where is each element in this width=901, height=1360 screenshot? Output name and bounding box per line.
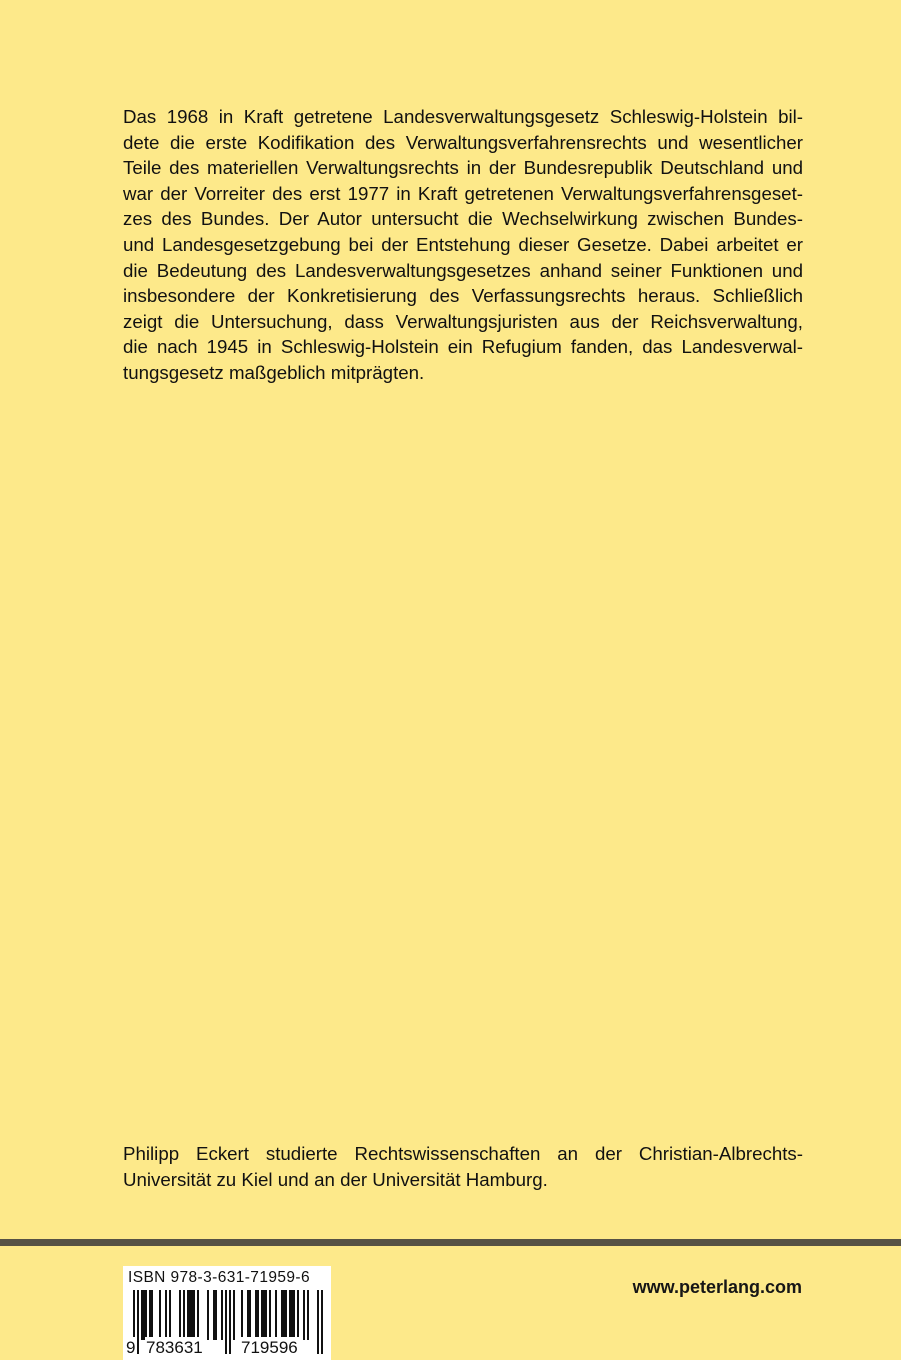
barcode-bar (213, 1290, 215, 1340)
publisher-website: www.peterlang.com (632, 1277, 802, 1297)
blurb-line: die nach 1945 in Schleswig-Holstein ein Refugium fanden, das Landesverwal- (123, 336, 803, 358)
barcode-bar (247, 1290, 249, 1340)
barcode-bar (193, 1290, 195, 1340)
author-bio-line: Philipp Eckert studierte Rechtswissenschaften an der Christian-Albrechts- (123, 1143, 803, 1164)
blurb-line: Das 1968 in Kraft getretene Landesverwaltungsgesetz Schleswig-Holstein bil- (123, 106, 803, 127)
blurb-line: und Landesgesetzgebung bei der Entstehung dieser Gesetze. Dabei arbeitet er (123, 233, 803, 255)
barcode-bar (169, 1290, 171, 1340)
blurb-line: insbesondere der Konkretisierung des Verfassungsrechts heraus. Schließlich (123, 285, 803, 307)
barcode-bar (165, 1290, 167, 1340)
barcode-digits (123, 1337, 331, 1359)
barcode-bar (159, 1290, 161, 1340)
barcode-bar (261, 1290, 263, 1340)
barcode-bar (265, 1290, 267, 1340)
barcode-bar (257, 1290, 259, 1340)
barcode-digit-group: 783631 (146, 1338, 203, 1357)
barcode-bar (207, 1290, 209, 1340)
barcode-bar (215, 1290, 217, 1340)
footer-divider (0, 1239, 901, 1246)
barcode-bar (269, 1290, 271, 1340)
barcode-digit-group: 719596 (241, 1338, 298, 1357)
author-bio-line: Universität zu Kiel und an der Universität Hamburg. (123, 1169, 548, 1190)
barcode-bar (145, 1290, 147, 1340)
barcode-bar (255, 1290, 257, 1340)
isbn-label: ISBN 978-3-631-71959-6 (128, 1269, 310, 1286)
blurb-line: zes des Bundes. Der Autor untersucht die Wechselwirkung zwischen Bundes- (123, 208, 803, 230)
barcode-bar (143, 1290, 145, 1340)
back-cover-blurb (123, 104, 803, 386)
barcode-bar (189, 1290, 191, 1340)
barcode-bar (249, 1290, 251, 1340)
barcode-bar (183, 1290, 185, 1340)
barcode-bar (191, 1290, 193, 1340)
barcode-bar (179, 1290, 181, 1340)
barcode-bar (187, 1290, 189, 1340)
barcode-bar (285, 1290, 287, 1340)
isbn-barcode (123, 1266, 331, 1360)
barcode-bar (283, 1290, 285, 1340)
barcode-bar (263, 1290, 265, 1340)
barcode-bar (149, 1290, 151, 1340)
blurb-line: Teile des materiellen Verwaltungsrechts in der Bundesrepublik Deutschland und (123, 157, 803, 179)
barcode-bar (221, 1290, 223, 1340)
barcode-bar (297, 1290, 299, 1340)
barcode-bar (303, 1290, 305, 1340)
barcode-bar (233, 1290, 235, 1340)
blurb-line: die Bedeutung des Landesverwaltungsgesetzes anhand seiner Funktionen und (123, 259, 803, 281)
barcode-bar (289, 1290, 291, 1340)
blurb-line: zeigt die Untersuchung, dass Verwaltungsjuristen aus der Reichsverwaltung, (123, 310, 803, 332)
barcode-bar (293, 1290, 295, 1340)
barcode-bar (241, 1290, 243, 1340)
barcode-bar (307, 1290, 309, 1340)
barcode-digit-group: 9 (126, 1338, 136, 1357)
barcode-bar (151, 1290, 153, 1340)
barcode-bar (141, 1290, 143, 1340)
author-bio (123, 1141, 803, 1193)
barcode-bar (281, 1290, 283, 1340)
barcode-bar (275, 1290, 277, 1340)
blurb-line: war der Vorreiter des erst 1977 in Kraft getretenen Verwaltungsverfahrensgeset- (123, 182, 803, 204)
barcode-bar (291, 1290, 293, 1340)
blurb-line: dete die erste Kodifikation des Verwaltungsverfahrensrechts und wesentlicher (123, 131, 803, 153)
blurb-line: tungsgesetz maßgeblich mitprägten. (123, 361, 425, 383)
barcode-bar (197, 1290, 199, 1340)
